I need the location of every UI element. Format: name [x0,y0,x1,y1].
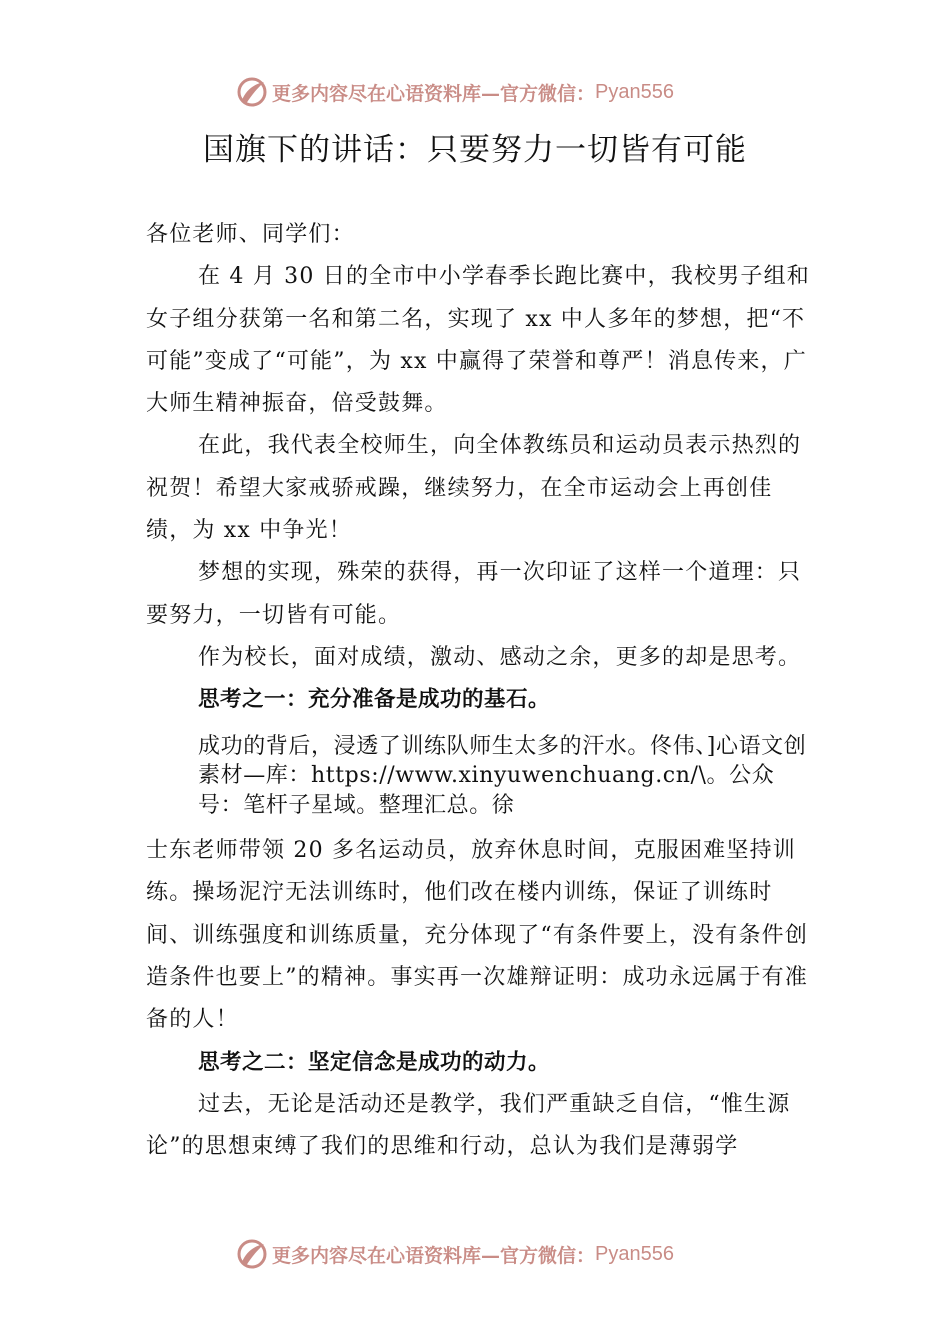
paragraph: 在 4 月 30 日的全市中小学春季长跑比赛中，我校男子组和女子组分获第一名和第二名，实现了 xx 中人多年的梦想，把“不可能”变成了“可能”，为 xx 中赢得了荣誉和尊严！消息传来，广大师生精神振奋，倍受鼓舞。 [146,264,810,417]
section-heading: 思考之一：充分准备是成功的基石。 [198,687,551,713]
header-watermark [0,72,950,112]
watermark-text: 更多内容尽在心语资料库—官方微信： [272,82,596,105]
paragraph: 梦想的实现，殊荣的获得，再一次印证了这样一个道理：只要努力，一切皆有可能。 [146,560,802,628]
brand-logo-icon [236,1238,268,1270]
paragraph: 作为校长，面对成绩，激动、感动之余，更多的却是思考。 [198,644,802,670]
watermark-handle: Pyan556 [595,80,674,103]
document-body [146,214,816,1168]
section-heading: 思考之二：坚定信念是成功的动力。 [198,1049,551,1075]
watermark-handle: Pyan556 [595,1242,674,1265]
watermark-text: 更多内容尽在心语资料库—官方微信： [272,1244,596,1267]
brand-logo-icon [236,76,268,108]
greeting: 各位老师、同学们： [146,222,355,247]
paragraph: 士东老师带领 20 多名运动员，放弃休息时间，克服困难坚持训练。操场泥泞无法训练时，他们改在楼内训练，保证了训练时间、训练强度和训练质量，充分体现了“有条件要上，没有条件创造条件也要上”的精神。事实再一次雄辩证明：成功永远属于有准备的人！ [146,838,809,1033]
paragraph: 成功的背后，浸透了训练队师生太多的汗水。佟伟、]心语文创素材—库：https://www.xinyuwenchuang.cn/\。公众号：笔杆子星域。整理汇总。徐 [198,733,807,818]
footer-watermark [0,1234,950,1274]
page-title: 国旗下的讲话：只要努力一切皆有可能 [203,132,747,168]
paragraph: 过去，无论是活动还是教学，我们严重缺乏自信，“惟生源论”的思想束缚了我们的思维和行动，总认为我们是薄弱学 [146,1091,791,1160]
paragraph: 在此，我代表全校师生，向全体教练员和运动员表示热烈的祝贺！希望大家戒骄戒躁，继续努力，在全市运动会上再创佳绩，为 xx 中争光！ [146,433,802,544]
